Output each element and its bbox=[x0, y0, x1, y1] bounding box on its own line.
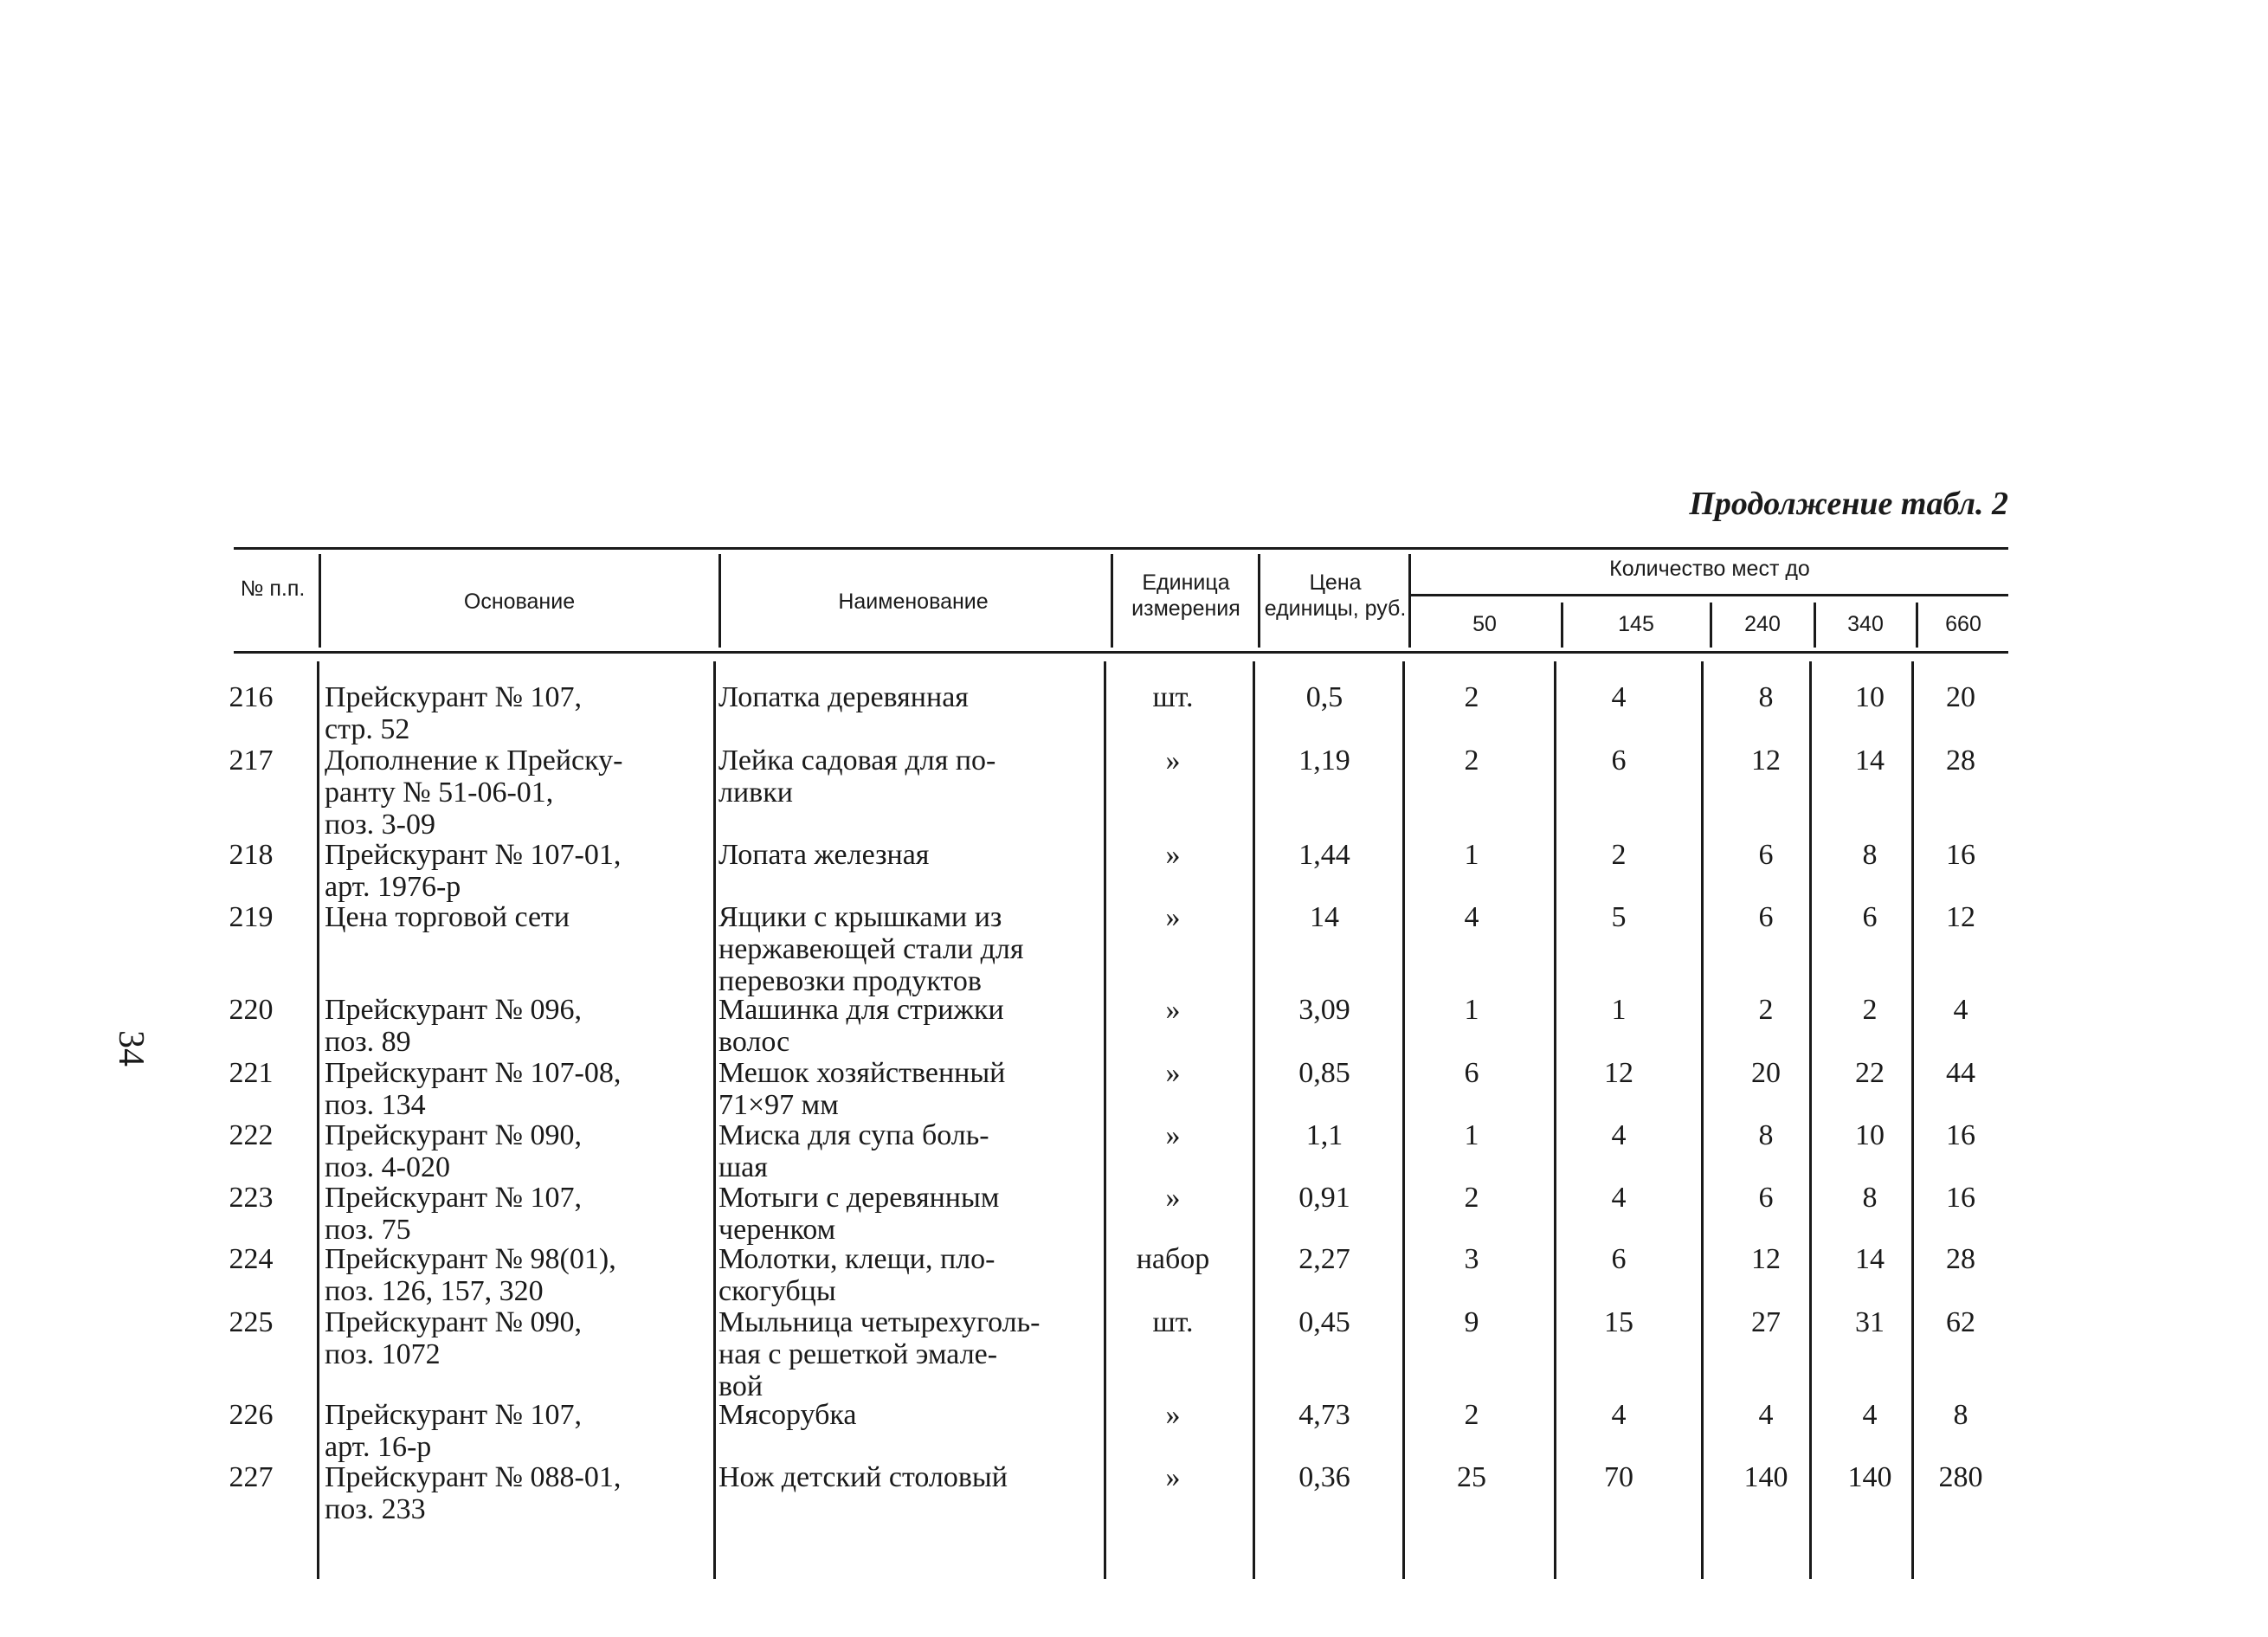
row-price: 1,19 bbox=[1298, 744, 1350, 777]
row-name: Мыльница четырехуголь- ная с решеткой эмале- вой bbox=[718, 1306, 1041, 1402]
row-price: 3,09 bbox=[1298, 994, 1350, 1026]
row-q-340: 10 bbox=[1855, 1119, 1885, 1151]
row-q-660: 16 bbox=[1946, 839, 1975, 871]
row-name: Лопата железная bbox=[718, 839, 930, 871]
row-price: 14 bbox=[1310, 901, 1339, 933]
row-q-240: 6 bbox=[1758, 839, 1774, 871]
row-q-50: 1 bbox=[1464, 1119, 1479, 1151]
row-q-660: 4 bbox=[1953, 994, 1968, 1026]
row-q-50: 1 bbox=[1464, 994, 1479, 1026]
body-divider bbox=[1554, 661, 1556, 1579]
row-q-340: 6 bbox=[1862, 901, 1878, 933]
row-q-340: 8 bbox=[1862, 1182, 1878, 1214]
header-unit: Единица измерения bbox=[1131, 570, 1240, 621]
row-q-50: 25 bbox=[1457, 1461, 1486, 1493]
row-q-340: 14 bbox=[1855, 1243, 1885, 1275]
header-bottom-rule bbox=[234, 651, 2008, 654]
row-name: Ящики с крышками из нержавеющей стали для перевозки продуктов bbox=[718, 901, 1024, 997]
row-price: 0,5 bbox=[1305, 681, 1343, 713]
row-unit: » bbox=[1165, 1182, 1181, 1214]
row-basis: Прейскурант № 107, арт. 16-р bbox=[325, 1399, 583, 1463]
row-q-340: 2 bbox=[1862, 994, 1878, 1026]
row-q-340: 4 bbox=[1862, 1399, 1878, 1431]
row-name: Мясорубка bbox=[718, 1399, 857, 1431]
row-q-240: 6 bbox=[1758, 901, 1774, 933]
row-q-660: 280 bbox=[1938, 1461, 1983, 1493]
row-q-660: 44 bbox=[1946, 1057, 1975, 1089]
row-q-145: 4 bbox=[1611, 1399, 1627, 1431]
body-divider bbox=[317, 661, 319, 1579]
header-q-340: 340 bbox=[1847, 612, 1884, 636]
row-unit: » bbox=[1165, 994, 1181, 1026]
row-basis: Дополнение к Прейску- ранту № 51-06-01, поз. 3-09 bbox=[325, 744, 623, 841]
row-q-340: 22 bbox=[1855, 1057, 1885, 1089]
row-price: 4,73 bbox=[1298, 1399, 1350, 1431]
row-unit: » bbox=[1165, 901, 1181, 933]
row-q-660: 16 bbox=[1946, 1182, 1975, 1214]
row-q-145: 4 bbox=[1611, 1182, 1627, 1214]
row-number: 227 bbox=[229, 1461, 274, 1493]
row-unit: » bbox=[1165, 1119, 1181, 1151]
row-q-240: 20 bbox=[1751, 1057, 1781, 1089]
row-basis: Прейскурант № 107-01, арт. 1976-р bbox=[325, 839, 622, 903]
row-q-50: 1 bbox=[1464, 839, 1479, 871]
header-basis: Основание bbox=[463, 590, 576, 614]
row-q-50: 2 bbox=[1464, 1182, 1479, 1214]
row-q-660: 12 bbox=[1946, 901, 1975, 933]
row-q-340: 31 bbox=[1855, 1306, 1885, 1338]
row-name: Лейка садовая для по- ливки bbox=[718, 744, 996, 809]
row-number: 226 bbox=[229, 1399, 274, 1431]
row-number: 222 bbox=[229, 1119, 274, 1151]
header-divider bbox=[1111, 554, 1113, 648]
row-q-240: 8 bbox=[1758, 681, 1774, 713]
row-price: 0,45 bbox=[1298, 1306, 1350, 1338]
row-q-50: 2 bbox=[1464, 1399, 1479, 1431]
row-q-145: 1 bbox=[1611, 994, 1627, 1026]
row-basis: Прейскурант № 98(01), поз. 126, 157, 320 bbox=[325, 1243, 616, 1307]
row-basis: Прейскурант № 107-08, поз. 134 bbox=[325, 1057, 622, 1121]
row-name: Нож детский столовый bbox=[718, 1461, 1008, 1493]
header-quantity: Количество мест до bbox=[1609, 557, 1810, 581]
row-q-50: 9 bbox=[1464, 1306, 1479, 1338]
row-q-240: 140 bbox=[1743, 1461, 1788, 1493]
row-q-240: 4 bbox=[1758, 1399, 1774, 1431]
header-price: Цена единицы, руб. bbox=[1264, 570, 1407, 621]
header-no: № п.п. bbox=[240, 577, 306, 601]
row-q-145: 4 bbox=[1611, 1119, 1627, 1151]
body-divider bbox=[1402, 661, 1405, 1579]
row-q-145: 12 bbox=[1604, 1057, 1633, 1089]
row-number: 218 bbox=[229, 839, 274, 871]
row-q-145: 6 bbox=[1611, 744, 1627, 777]
row-q-240: 12 bbox=[1751, 744, 1781, 777]
row-q-145: 70 bbox=[1604, 1461, 1633, 1493]
row-price: 0,91 bbox=[1298, 1182, 1350, 1214]
row-unit: шт. bbox=[1152, 1306, 1194, 1338]
row-q-145: 15 bbox=[1604, 1306, 1633, 1338]
body-divider bbox=[713, 661, 716, 1579]
row-number: 223 bbox=[229, 1182, 274, 1214]
row-q-145: 2 bbox=[1611, 839, 1627, 871]
row-number: 224 bbox=[229, 1243, 274, 1275]
row-number: 219 bbox=[229, 901, 274, 933]
row-q-145: 4 bbox=[1611, 681, 1627, 713]
body-divider bbox=[1809, 661, 1812, 1579]
row-unit: » bbox=[1165, 1399, 1181, 1431]
row-price: 0,36 bbox=[1298, 1461, 1350, 1493]
row-basis: Прейскурант № 107, поз. 75 bbox=[325, 1182, 583, 1246]
row-basis: Прейскурант № 090, поз. 4-020 bbox=[325, 1119, 583, 1183]
header-q-240: 240 bbox=[1744, 612, 1781, 636]
quantity-subheader-rule bbox=[1411, 594, 2008, 596]
row-name: Машинка для стрижки волос bbox=[718, 994, 1004, 1058]
row-price: 1,1 bbox=[1305, 1119, 1343, 1151]
row-q-145: 6 bbox=[1611, 1243, 1627, 1275]
page-number: 34 bbox=[111, 1030, 151, 1067]
row-basis: Прейскурант № 107, стр. 52 bbox=[325, 681, 583, 745]
row-unit: шт. bbox=[1152, 681, 1194, 713]
row-q-50: 2 bbox=[1464, 681, 1479, 713]
row-q-660: 8 bbox=[1953, 1399, 1968, 1431]
table-caption: Продолжение табл. 2 bbox=[1689, 486, 2008, 522]
row-q-50: 6 bbox=[1464, 1057, 1479, 1089]
row-q-50: 4 bbox=[1464, 901, 1479, 933]
body-divider bbox=[1701, 661, 1704, 1579]
row-q-240: 8 bbox=[1758, 1119, 1774, 1151]
row-q-660: 16 bbox=[1946, 1119, 1975, 1151]
table-top-rule bbox=[234, 547, 2008, 550]
row-q-50: 3 bbox=[1464, 1243, 1479, 1275]
row-name: Мешок хозяйственный 71×97 мм bbox=[718, 1057, 1006, 1121]
row-name: Молотки, клещи, пло- скогубцы bbox=[718, 1243, 995, 1307]
row-q-340: 8 bbox=[1862, 839, 1878, 871]
row-q-660: 62 bbox=[1946, 1306, 1975, 1338]
row-unit: » bbox=[1165, 1057, 1181, 1089]
header-name: Наименование bbox=[838, 590, 989, 614]
row-name: Лопатка деревянная bbox=[718, 681, 969, 713]
row-number: 225 bbox=[229, 1306, 274, 1338]
row-number: 216 bbox=[229, 681, 274, 713]
row-price: 2,27 bbox=[1298, 1243, 1350, 1275]
row-name: Мотыги с деревянным черенком bbox=[718, 1182, 1000, 1246]
row-q-145: 5 bbox=[1611, 901, 1627, 933]
header-divider bbox=[718, 554, 721, 648]
row-q-660: 20 bbox=[1946, 681, 1975, 713]
row-number: 217 bbox=[229, 744, 274, 777]
row-q-50: 2 bbox=[1464, 744, 1479, 777]
row-unit: » bbox=[1165, 1461, 1181, 1493]
row-basis: Прейскурант № 090, поз. 1072 bbox=[325, 1306, 583, 1370]
header-q-660: 660 bbox=[1945, 612, 1981, 636]
row-number: 220 bbox=[229, 994, 274, 1026]
row-name: Миска для супа боль- шая bbox=[718, 1119, 989, 1183]
row-q-340: 14 bbox=[1855, 744, 1885, 777]
row-q-240: 27 bbox=[1751, 1306, 1781, 1338]
row-q-660: 28 bbox=[1946, 744, 1975, 777]
row-q-340: 10 bbox=[1855, 681, 1885, 713]
row-basis: Прейскурант № 096, поз. 89 bbox=[325, 994, 583, 1058]
row-q-340: 140 bbox=[1847, 1461, 1892, 1493]
row-price: 1,44 bbox=[1298, 839, 1350, 871]
row-unit: » bbox=[1165, 839, 1181, 871]
row-price: 0,85 bbox=[1298, 1057, 1350, 1089]
header-divider bbox=[1258, 554, 1260, 648]
row-unit: набор bbox=[1136, 1243, 1210, 1275]
header-q-145: 145 bbox=[1618, 612, 1654, 636]
row-basis: Цена торговой сети bbox=[325, 901, 570, 933]
row-q-240: 2 bbox=[1758, 994, 1774, 1026]
header-q-50: 50 bbox=[1472, 612, 1497, 636]
row-q-240: 6 bbox=[1758, 1182, 1774, 1214]
row-q-660: 28 bbox=[1946, 1243, 1975, 1275]
row-basis: Прейскурант № 088-01, поз. 233 bbox=[325, 1461, 622, 1525]
header-divider bbox=[319, 554, 321, 648]
row-unit: » bbox=[1165, 744, 1181, 777]
row-q-240: 12 bbox=[1751, 1243, 1781, 1275]
row-number: 221 bbox=[229, 1057, 274, 1089]
